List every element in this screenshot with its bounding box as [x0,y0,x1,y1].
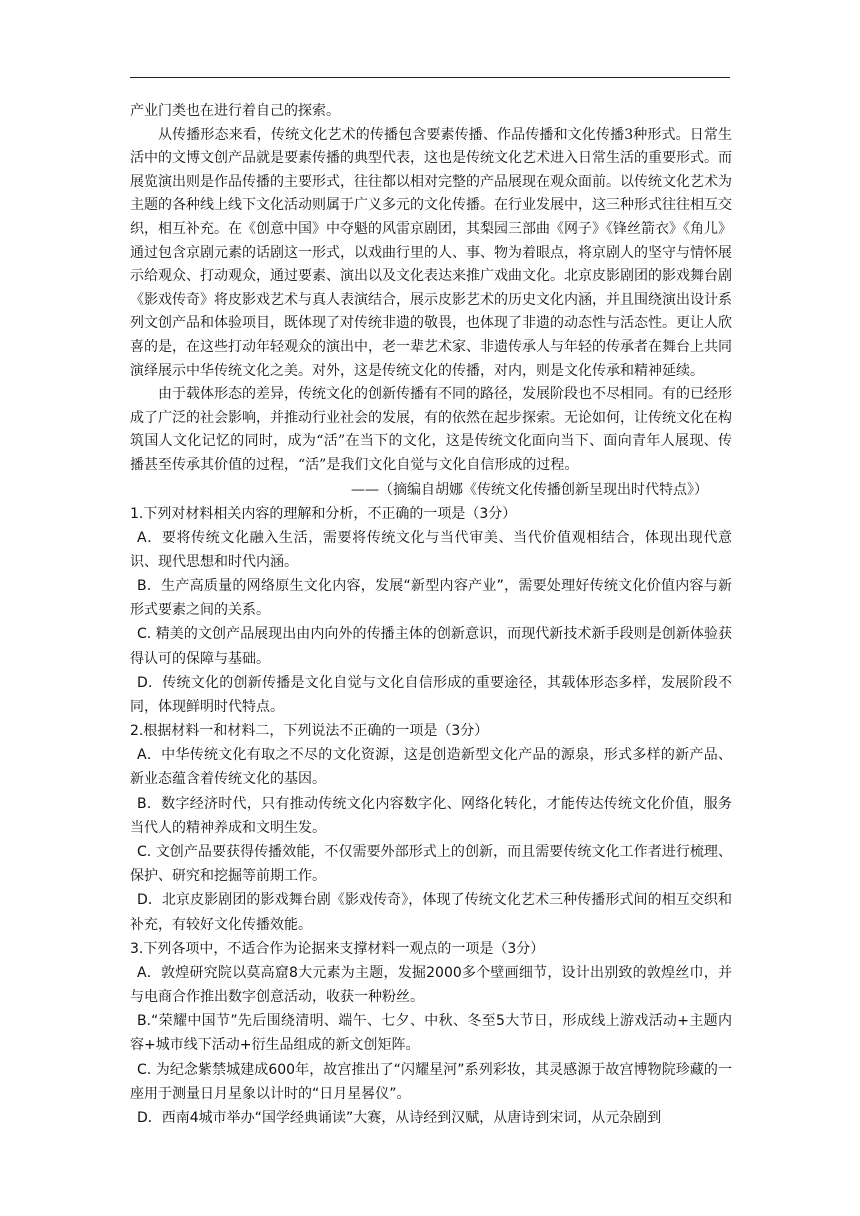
question-stem: 2.根据材料一和材料二，下列说法不正确的一项是（3分） [130,723,489,740]
option-a: A．要将传统文化融入生活，需要将传统文化与当代审美、当代价值观相结合，体现出现代意识、现代思想和时代内涵。 [130,529,732,570]
question-stem: 1.下列对材料相关内容的理解和分析，不正确的一项是（3分） [130,505,517,522]
article-source: ——（摘编自胡娜《传统文化传播创新呈现出时代特点》） [351,481,708,498]
option-c: C. 为纪念紫禁城建成600年，故宫推出了“闪耀星河”系列彩妆，其灵感源于故宫博物院珍藏的一座用于测量日月星象以计时的“日月星晷仪”。 [130,1061,732,1102]
option-a: A．中华传统文化有取之不尽的文化资源，这是创造新型文化产品的源泉，形式多样的新产品、新业态蕴含着传统文化的基因。 [130,747,732,788]
question-2 [130,719,732,937]
option-d: D．北京皮影剧团的影戏舞台剧《影戏传奇》，体现了传统文化艺术三种传播形式间的相互交织和补充，有较好文化传播效能。 [130,892,732,933]
option-a: A．敦煌研究院以莫高窟8大元素为主题，发掘2000多个壁画细节，设计出别致的敦煌丝巾，并与电商合作推出数字创意活动，收获一种粉丝。 [130,964,732,1005]
article-lead-line: 产业门类也在进行着自己的探索。 [130,103,340,119]
question-3 [130,937,732,1130]
header-rule [130,77,730,78]
page-content [130,100,732,1130]
option-c: C. 精美的文创产品展现出由内向外的传播主体的创新意识，而现代新技术新手段则是创新体验获得认可的保障与基础。 [130,626,732,667]
question-stem: 3.下列各项中，不适合作为论据来支撑材料一观点的一项是（3分） [130,940,545,957]
article-paragraph: 由于载体形态的差异，传统文化的创新传播有不同的路径，发展阶段也不尽相同。有的已经形成了广泛的社会影响，并推动行业社会的发展，有的依然在起步探索。无论如何，让传统文化在构筑国人文化记忆的同时，成为“活”在当下的文化，这是传统文化面向当下、面向青年人展现、传播甚至传承其价值的过程，“活”是我们文化自觉与文化自信形成的过程。 [130,386,732,473]
option-b: B．生产高质量的网络原生文化内容，发展“新型内容产业”，需要处理好传统文化价值内容与新形式要素之间的关系。 [130,577,732,619]
option-b: B．数字经济时代，只有推动传统文化内容数字化、网络化转化，才能传达传统文化价值，服务当代人的精神养成和文明生发。 [130,795,732,836]
option-c: C. 文创产品要获得传播效能，不仅需要外部形式上的创新，而且需要传统文化工作者进行梳理、保护、研究和挖掘等前期工作。 [130,843,732,885]
question-1 [130,502,732,720]
article-paragraph: 从传播形态来看，传统文化艺术的传播包含要素传播、作品传播和文化传播3种形式。日常生活中的文博文创产品就是要素传播的典型代表，这也是传统文化艺术进入日常生活的重要形式。而展览演出则是作品传播的主要形式，往往都以相对完整的产品展现在观众面前。以传统文化艺术为主题的各种线上线下文化活动则属于广义多元的文化传播。在行业发展中，这三种形式往往相互交织，相互补充。在《创意中国》中夺魁的风雷京剧团，其梨园三部曲《网子》《锋丝箭衣》《角儿》通过包含京剧元素的话剧这一形式，以戏曲行里的人、事、物为着眼点，将京剧人的坚守与情怀展示给观众、打动观众，通过要素、演出以及文化表达来推广戏曲文化。北京皮影剧团的影戏舞台剧《影戏传奇》将皮影戏艺术与真人表演结合，展示皮影艺术的历史文化内涵，并且围绕演出设计系列文创产品和体验项目，既体现了对传统非遗的敬畏，也体现了非遗的动态性与活态性。更让人欣喜的是，在这些打动年轻观众的演出中，老一辈艺术家、非遗传承人与年轻的传承者在舞台上共同演绎展示中华传统文化之美。对外，这是传统文化的传播，对内，则是文化传承和精神延续。 [130,126,732,379]
option-d: D．西南4城市举办“国学经典诵读”大赛，从诗经到汉赋，从唐诗到宋词，从元杂剧到 [137,1109,662,1126]
option-b: B.“荣耀中国节”先后围绕清明、端午、七夕、中秋、冬至5大节日，形成线上游戏活动+主题内容+城市线下活动+衍生品组成的新文创矩阵。 [130,1013,732,1054]
option-d: D．传统文化的创新传播是文化自觉与文化自信形成的重要途径，其载体形态多样，发展阶段不同，体现鲜明时代特点。 [130,674,732,715]
